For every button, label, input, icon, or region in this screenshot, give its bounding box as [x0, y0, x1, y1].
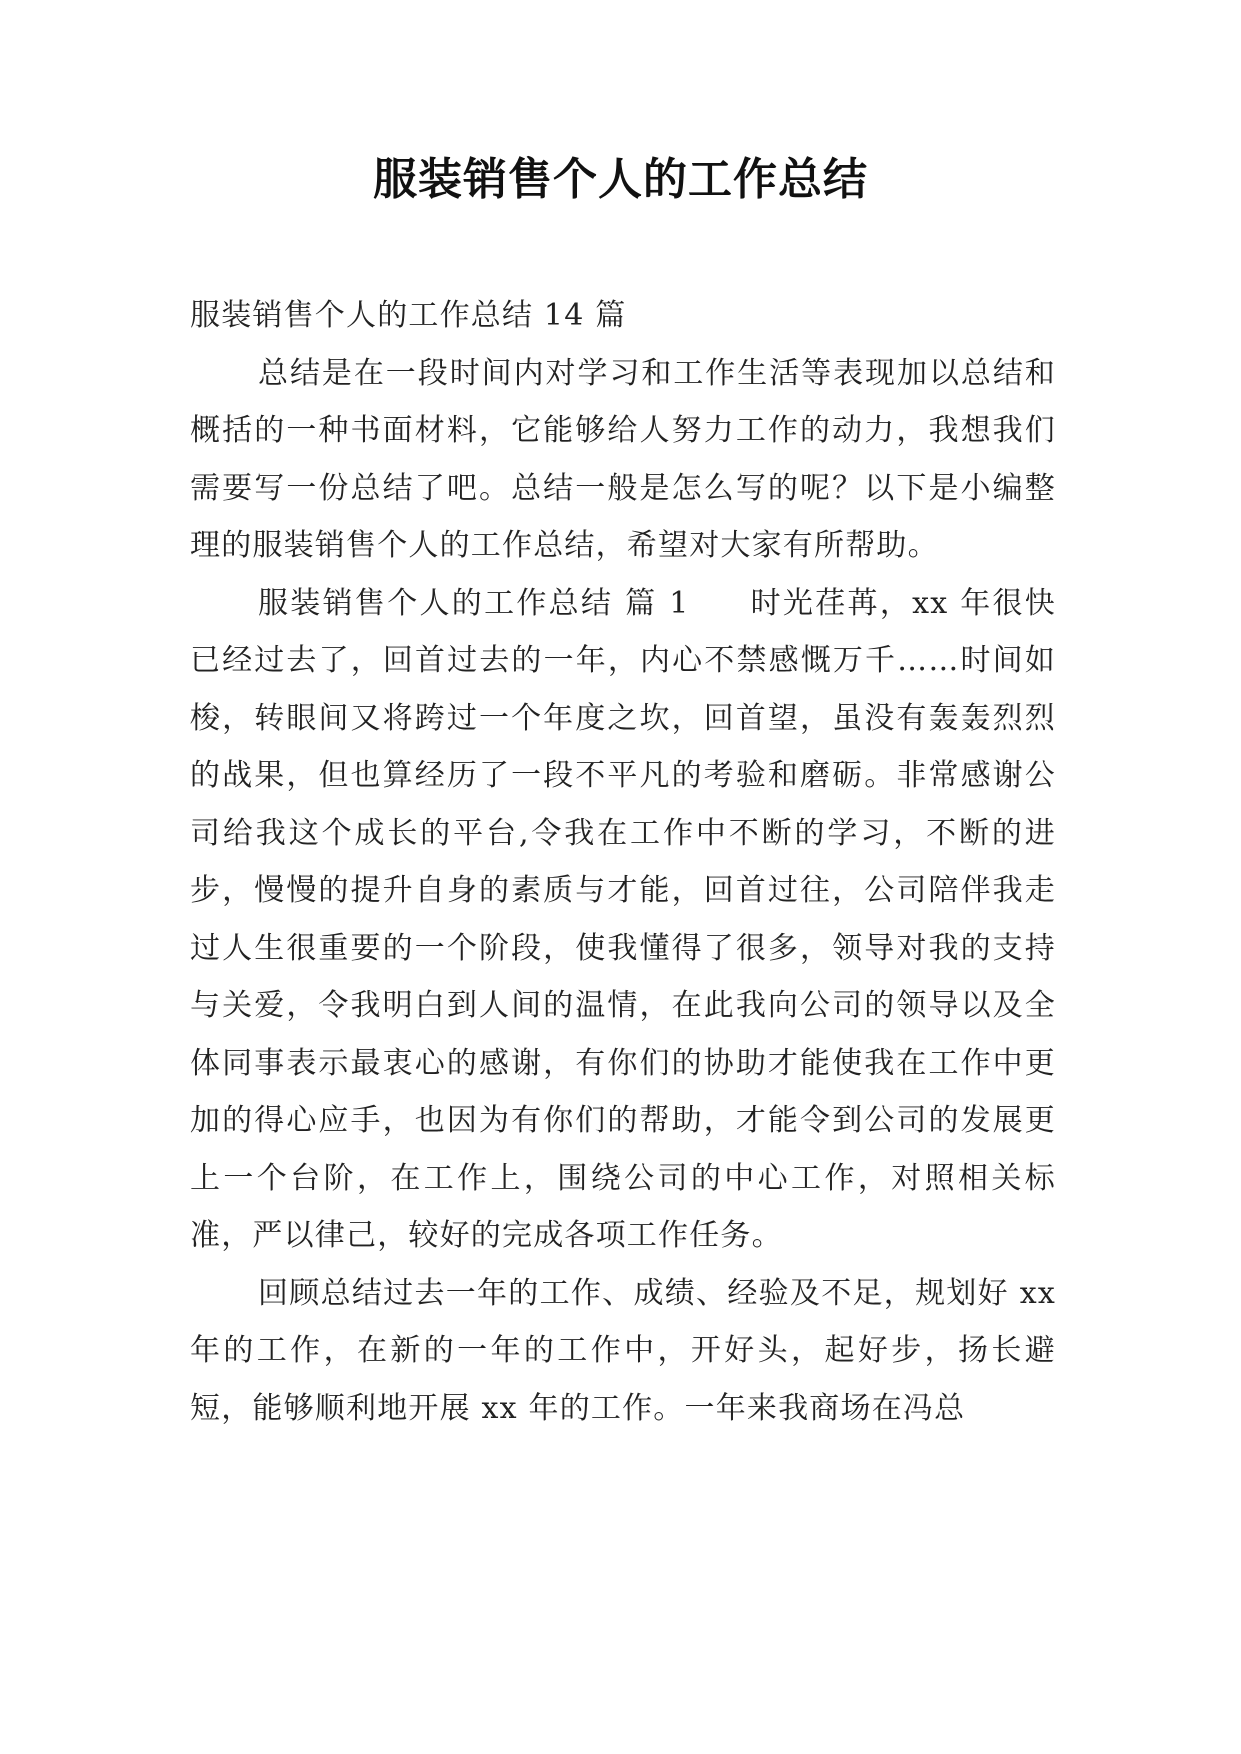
- paragraph-3: 回顾总结过去一年的工作、成绩、经验及不足，规划好 xx 年的工作，在新的一年的工作中，开好头，起好步，扬长避短，能够顺利地开展 xx 年的工作。一年来我商场在冯总: [190, 1275, 1056, 1426]
- page-title: 服装销售个人的工作总结: [373, 154, 868, 205]
- intro-paragraph: 总结是在一段时间内对学习和工作生活等表现加以总结和概括的一种书面材料，它能够给人努力工作的动力，我想我们需要写一份总结了吧。总结一般是怎么写的呢？以下是小编整理的服装销售个人的工作总结，希望对大家有所帮助。: [190, 355, 1056, 563]
- section-1-paragraph: [190, 575, 1056, 1265]
- document-body: [190, 287, 1056, 1437]
- section-1-heading: 服装销售个人的工作总结 篇 1: [258, 585, 690, 621]
- document-subtitle: 服装销售个人的工作总结 14 篇: [190, 298, 627, 333]
- section-1-text: 时光荏苒，xx 年很快已经过去了，回首过去的一年，内心不禁感慨万千……时间如梭，转眼间又将跨过一个年度之坎，回首望，虽没有轰轰烈烈的战果，但也算经历了一段不平凡的考验和磨砺。非常感谢公司给我这个成长的平台,令我在工作中不断的学习，不断的进步，慢慢的提升自身的素质与才能，回首过往，公司陪伴我走过人生很重要的一个阶段，使我懂得了很多，领导对我的支持与关爱，令我明白到人间的温情，在此我向公司的领导以及全体同事表示最衷心的感谢，有你们的协助才能使我在工作中更加的得心应手，也因为有你们的帮助，才能令到公司的发展更上一个台阶，在工作上，围绕公司的中心工作，对照相关标准，严以律己，较好的完成各项工作任务。: [190, 585, 1056, 1253]
